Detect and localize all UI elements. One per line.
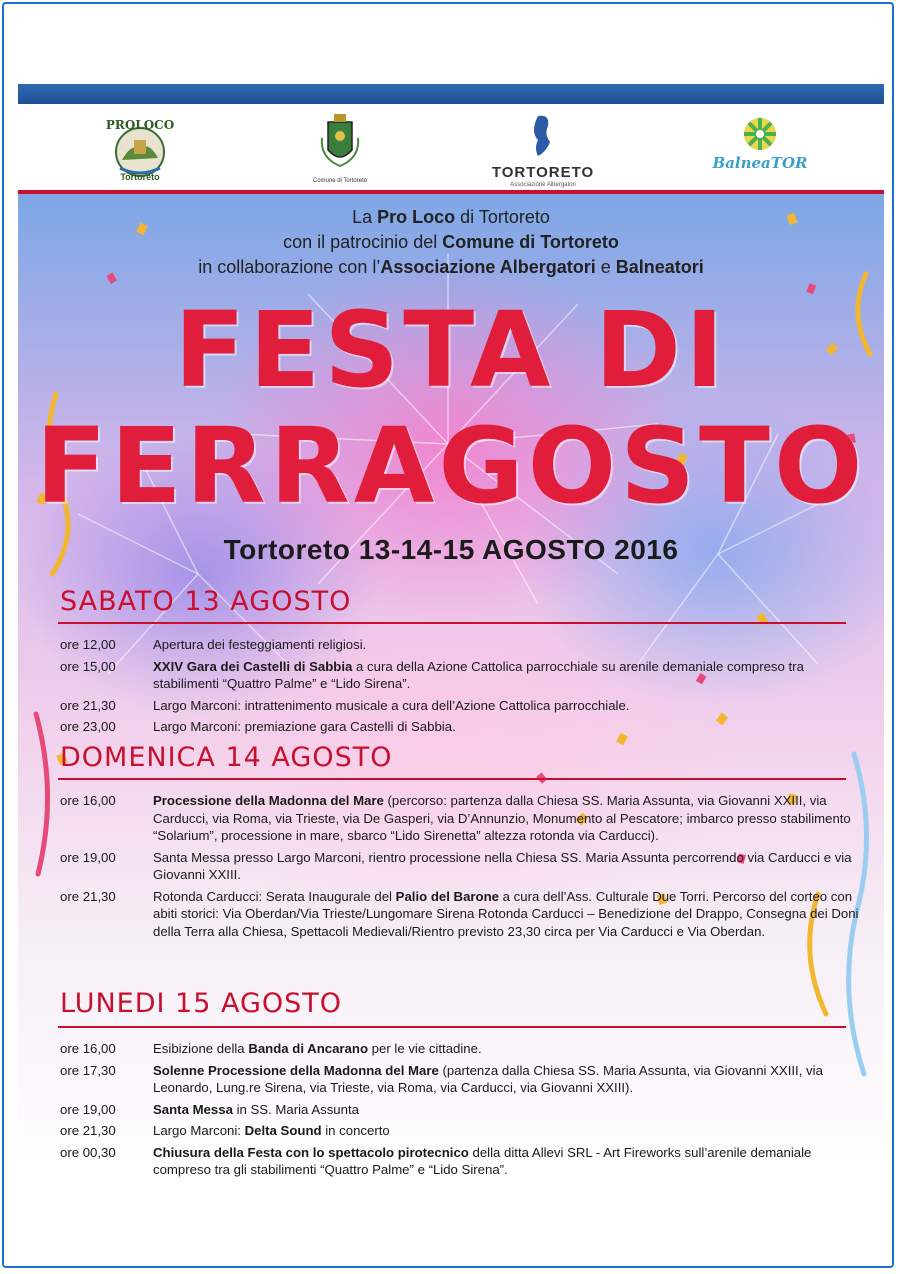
- event-time: ore 21,30: [60, 888, 116, 904]
- day-rule: [58, 1026, 846, 1028]
- event-time: ore 15,00: [60, 658, 116, 674]
- event-text: della ditta Allevi SRL - Art Fireworks sull’arenile demaniale compreso tra gli stabilimenti “Quattro Palme” e “Lido Sirena”.: [153, 1144, 812, 1177]
- comune-logo: [300, 112, 380, 184]
- day-heading-sabato: SABATO 13 AGOSTO: [60, 586, 352, 617]
- event-highlight: Solenne Processione della Madonna del Mare: [153, 1062, 439, 1078]
- event-dates: Tortoreto 13-14-15 AGOSTO 2016: [223, 534, 679, 565]
- comune-crest-icon: [300, 112, 380, 176]
- event-row: [60, 697, 860, 715]
- intro-line-3: [18, 256, 884, 278]
- event-time: ore 16,00: [60, 793, 116, 808]
- event-text: Esibizione della: [153, 1041, 249, 1056]
- balneatori-logo: [712, 112, 808, 172]
- events-domenica: [60, 792, 860, 944]
- festa-di-title: FESTA DI: [174, 289, 728, 411]
- event-text: a cura della Azione Cattolica parrocchiale su arenile demaniale compreso tra stabilimenti “Quattro Palme” e “Lido Sirena”.: [153, 658, 804, 691]
- logo-row: [18, 104, 884, 190]
- event-highlight: Delta Sound: [244, 1123, 322, 1138]
- event-description: [153, 1144, 860, 1179]
- intro-text: con il patrocinio del: [283, 232, 443, 252]
- event-description: [153, 792, 860, 845]
- event-row: [60, 888, 860, 941]
- event-highlight: XXIV Gara dei Castelli di Sabbia: [153, 658, 353, 674]
- event-description: [153, 1040, 860, 1058]
- proloco-line2: Tortoreto: [120, 172, 160, 182]
- intro-text: La: [352, 207, 378, 227]
- event-text: per le vie cittadine.: [368, 1041, 482, 1056]
- proloco-line1: PROLOCO: [105, 118, 175, 132]
- intro-albergatori: Associazione Albergatori: [380, 257, 596, 277]
- event-text: Santa Messa presso Largo Marconi, rientro processione nella Chiesa SS. Maria Assunta percorrendo via Carducci e via Giovanni XXIII.: [153, 849, 852, 882]
- event-text: Largo Marconi: intrattenimento musicale a cura dell’Azione Cattolica parrocchiale.: [153, 697, 630, 713]
- event-highlight: Santa Messa: [153, 1101, 233, 1117]
- event-highlight: Processione della Madonna del Mare: [153, 793, 384, 808]
- event-description: [153, 1062, 860, 1097]
- event-text: (percorso: partenza dalla Chiesa SS. Maria Assunta, via Giovanni XXIII, via Carducci, via Roma, via Trieste, via De Gasperi, via D’Annunzio, Monumento al Pescatore; imbarco presso stabilimento “Solarium”, processione in mare, sbarco “Lido Sirenetta” altezza rotonda via Carducci).: [153, 793, 851, 843]
- intro-line-1: [18, 206, 884, 228]
- event-time: ore 21,30: [60, 1123, 116, 1138]
- event-description: [153, 888, 860, 941]
- intro-proloco: Pro Loco: [377, 207, 456, 227]
- event-row: [60, 1144, 860, 1179]
- tortoreto-figure-icon: [480, 112, 606, 160]
- tortoreto-name: TORTORETO: [491, 164, 595, 181]
- event-row: [60, 1062, 860, 1097]
- event-highlight: Palio del Barone: [395, 888, 499, 904]
- ferragosto-title: FERRAGOSTO: [35, 405, 867, 527]
- event-row: [60, 849, 860, 884]
- event-text: (partenza dalla Chiesa SS. Maria Assunta, via Giovanni XXIII, via Leonardo, Lung.re Sirena, via Trieste, via Roma, via Carducci, via Giovanni XXIII).: [153, 1062, 823, 1095]
- intro-text: e: [595, 257, 616, 277]
- event-row: [60, 718, 860, 736]
- event-text: in concerto: [321, 1123, 390, 1138]
- event-description: [153, 1101, 860, 1119]
- event-text: in SS. Maria Assunta: [232, 1101, 359, 1117]
- event-row: [60, 658, 860, 693]
- events-sabato: [60, 636, 860, 740]
- event-time: ore 21,30: [60, 697, 116, 713]
- umbrella-icon: [712, 112, 808, 156]
- intro-comune: Comune di Tortoreto: [442, 232, 619, 252]
- event-description: [153, 1122, 860, 1140]
- event-description: [153, 849, 860, 884]
- event-time: ore 23,00: [60, 719, 116, 734]
- event-row: [60, 636, 860, 654]
- intro-line-2: [18, 231, 884, 253]
- poster-body: [18, 194, 884, 1184]
- tortoreto-caption: Associazione Albergatori: [510, 182, 576, 188]
- event-row: [60, 1122, 860, 1140]
- tortoreto-logo: [480, 112, 606, 188]
- event-description: [153, 636, 860, 654]
- event-time: ore 12,00: [60, 637, 116, 652]
- event-time: ore 16,00: [60, 1041, 116, 1056]
- event-row: [60, 792, 860, 845]
- event-description: [153, 697, 860, 715]
- day-heading-domenica: DOMENICA 14 AGOSTO: [60, 742, 393, 773]
- event-text: Rotonda Carducci: Serata Inaugurale del: [153, 888, 396, 904]
- event-text: a cura dell’Ass. Culturale Due Torri. Percorso del corteo con abiti storici: Via Oberdan/Via Trieste/Lungomare Sirena Rotonda Carducci – Benedizione del Drappo, Consegna dei Doni della Terra alla Chiesa, Spettacoli Medievali/Rientro previsto 23,30 circa per Via Carducci e Via Oberdan.: [153, 888, 859, 939]
- event-time: ore 17,30: [60, 1062, 116, 1078]
- event-highlight: Chiusura della Festa con lo spettacolo pirotecnico: [153, 1144, 469, 1160]
- event-time: ore 00,30: [60, 1144, 116, 1160]
- event-row: [60, 1040, 860, 1058]
- intro-text: in collaborazione con l’: [198, 257, 381, 277]
- event-time: ore 19,00: [60, 1101, 116, 1117]
- day-heading-lunedi: LUNEDI 15 AGOSTO: [60, 988, 343, 1019]
- intro-text: di Tortoreto: [455, 207, 550, 227]
- proloco-logo: [102, 112, 178, 189]
- balneatori-name: BalneaTOR: [712, 154, 808, 172]
- intro-balneatori: Balneatori: [615, 257, 704, 277]
- comune-caption: Comune di Tortoreto: [312, 178, 368, 184]
- event-description: [153, 718, 860, 736]
- top-blue-bar: [18, 84, 884, 104]
- event-text: Largo Marconi:: [153, 1123, 245, 1138]
- event-description: [153, 658, 860, 693]
- event-time: ore 19,00: [60, 849, 116, 865]
- event-text: Apertura dei festeggiamenti religiosi.: [153, 637, 367, 652]
- event-highlight: Banda di Ancarano: [248, 1041, 368, 1056]
- day-rule: [58, 778, 846, 780]
- events-lunedi: [60, 1040, 860, 1183]
- day-rule: [58, 622, 846, 624]
- event-row: [60, 1101, 860, 1119]
- event-text: Largo Marconi: premiazione gara Castelli di Sabbia.: [153, 719, 456, 734]
